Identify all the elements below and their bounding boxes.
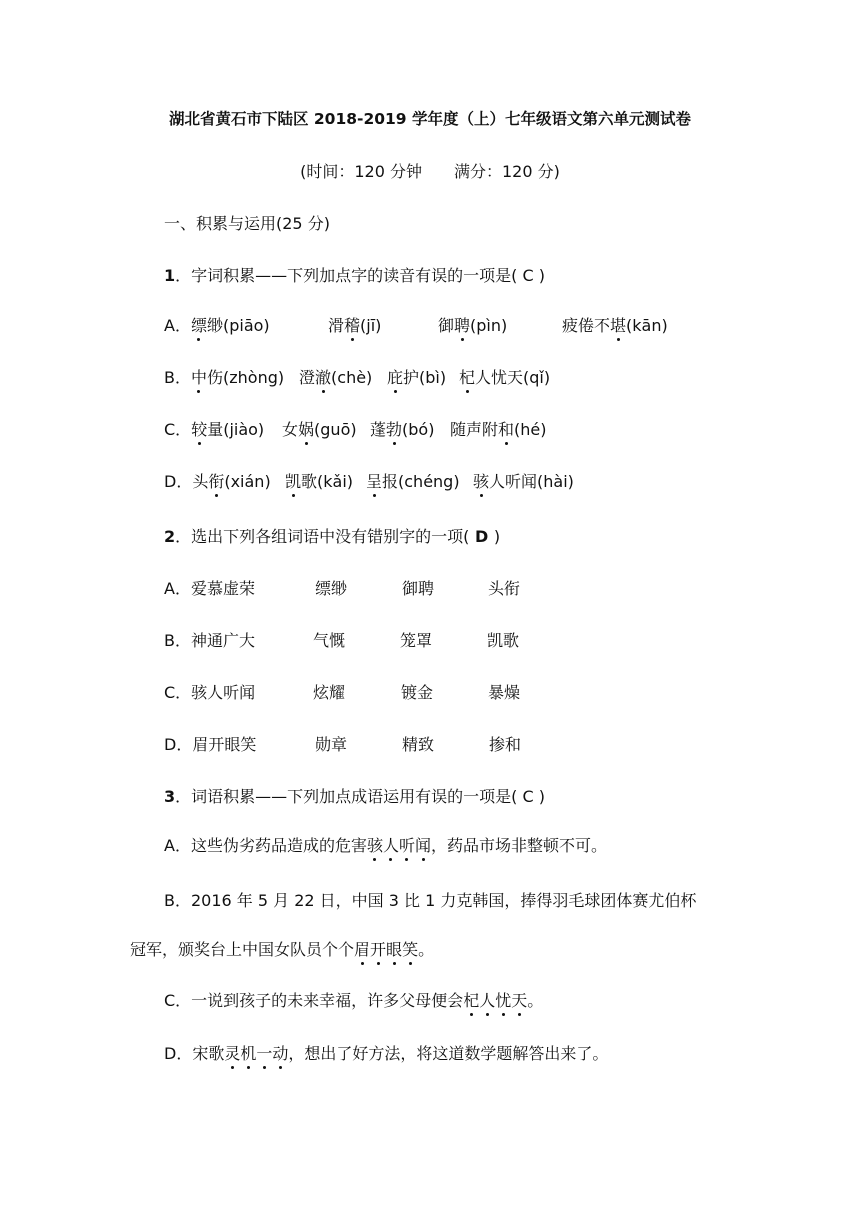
option-item: 精致	[402, 735, 435, 754]
option-item: A．爱慕虚荣	[164, 579, 255, 598]
option-item: D．眉开眼笑	[164, 735, 257, 754]
option-item: 澄澈(chè)	[299, 368, 373, 387]
option-item: 笼罩	[400, 631, 433, 650]
question-text: ．词语积累——下列加点成语运用有误的一项是( C )	[175, 787, 545, 806]
option-item: 气慨	[313, 631, 346, 650]
option-item: 勋章	[315, 735, 348, 754]
option-item: B．神通广大	[164, 631, 255, 650]
option-item: 疲倦不堪(kān)	[562, 316, 668, 335]
option-a: A．这些伪劣药品造成的危害骇人听闻，药品市场非整顿不可。	[164, 836, 608, 855]
question-number: 3	[164, 787, 176, 806]
option-item: 御聘(pìn)	[438, 316, 508, 335]
page-title: 湖北省黄石市下陆区 2018-2019 学年度（上）七年级语文第六单元测试卷	[168, 110, 691, 128]
option-d: D．宋歌灵机一动，想出了好方法，将这道数学题解答出来了。	[164, 1044, 609, 1063]
option-item: C．骇人听闻	[164, 683, 256, 702]
option-item: 滑稽(jī)	[328, 316, 382, 335]
option-item: C．较量(jiào)	[164, 420, 265, 439]
option-item: 呈报(chéng)	[366, 472, 460, 491]
option-b-continued: 冠军，颁奖台上中国女队员个个眉开眼笑。	[130, 940, 435, 959]
option-item: 凯歌	[487, 631, 520, 650]
option-item: 炫耀	[313, 683, 346, 702]
option-item: 骇人听闻(hài)	[473, 472, 574, 491]
option-item: 缥缈	[315, 579, 348, 598]
exam-time-score: (时间：120 分钟 满分：120 分)	[300, 162, 560, 181]
option-item: A．缥缈(piāo)	[164, 316, 270, 335]
option-item: B．中伤(zhòng)	[164, 368, 285, 387]
question-2-stem	[164, 526, 500, 548]
question-3-stem	[164, 786, 545, 808]
question-text-end: )	[493, 527, 501, 546]
question-number: 2	[164, 527, 176, 546]
option-item: 御聘	[402, 579, 435, 598]
option-b: B．2016 年 5 月 22 日，中国 3 比 1 力克韩国，捧得羽毛球团体赛尤伯杯	[164, 891, 697, 910]
option-item: 蓬勃(bó)	[370, 420, 435, 439]
option-item: D．头衔(xián)	[164, 472, 271, 491]
option-item: 杞人忧天(qǐ)	[459, 368, 551, 387]
option-item: 暴燥	[488, 683, 521, 702]
question-1-stem	[164, 265, 545, 287]
option-item: 女娲(guō)	[282, 420, 357, 439]
answer-letter: D	[469, 527, 494, 546]
option-c: C．一说到孩子的未来幸福，许多父母便会杞人忧天。	[164, 991, 544, 1010]
option-item: 掺和	[489, 735, 522, 754]
section-heading: 一、积累与运用(25 分)	[164, 214, 330, 233]
option-item: 庇护(bì)	[387, 368, 447, 387]
question-text: ．选出下列各组词语中没有错别字的一项(	[175, 527, 470, 546]
question-number: 1	[164, 266, 176, 285]
question-text: ．字词积累——下列加点字的读音有误的一项是( C )	[175, 266, 545, 285]
option-item: 头衔	[488, 579, 521, 598]
option-item: 镀金	[401, 683, 434, 702]
option-item: 随声附和(hé)	[450, 420, 547, 439]
option-item: 凯歌(kǎi)	[285, 472, 354, 491]
